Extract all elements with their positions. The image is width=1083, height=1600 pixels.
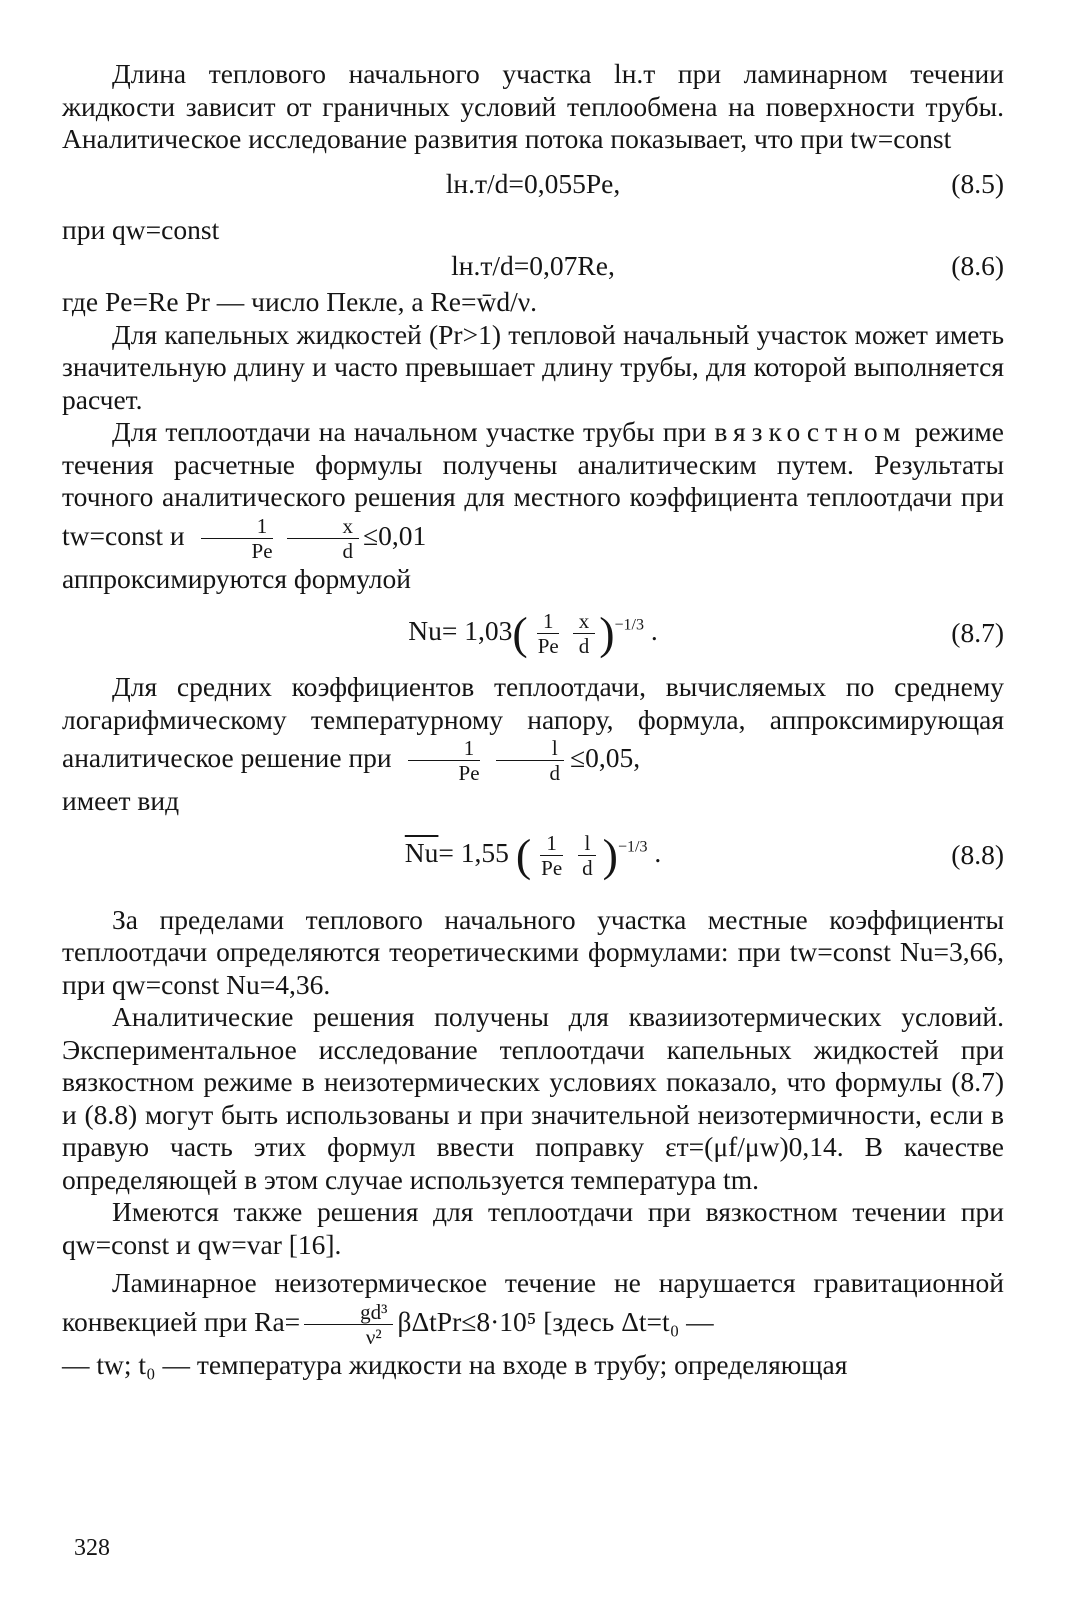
- equation-body: lн.т/d=0,07Re,: [451, 249, 615, 281]
- fraction-one-over-pe: [403, 736, 486, 785]
- text-run: βΔtPr≤8·10⁵ [здесь Δt=t₀ —: [397, 1305, 714, 1337]
- equation-lhs-overlined: $\overline{Nu}$: [404, 836, 439, 868]
- paragraph-approximated-by: аппроксимируются формулой: [62, 562, 411, 594]
- equation-8-5: [62, 156, 1004, 214]
- equation-number: (8.7): [951, 616, 1004, 648]
- paragraph-average-coefficients: [62, 671, 1004, 785]
- paragraph-qw-const: при qw=const: [62, 213, 220, 245]
- equation-8-8: [62, 818, 1004, 894]
- paragraph-peclet-definition: где Pe=Re Pr — число Пекле, а Re=w̄d/ν.: [62, 286, 538, 317]
- text-run: Для средних коэффициентов теплоотдачи, вычисляемых по среднему логарифмическому температурному напору, формула, аппроксимирующая аналитическое решение при: [62, 671, 1004, 773]
- denominator: Pe: [541, 856, 563, 880]
- numerator: 1: [408, 736, 481, 761]
- equation-8-6: [62, 246, 1004, 286]
- fraction-x-over-d: [573, 609, 596, 658]
- fraction-one-over-pe: [535, 831, 568, 880]
- denominator: Pe: [537, 633, 559, 658]
- equation-8-7: [62, 595, 1004, 671]
- denominator: d: [582, 856, 593, 880]
- equation-body: lн.т/d=0,055Pe,: [445, 168, 621, 200]
- denominator: ν²: [365, 1324, 382, 1349]
- equation-number: (8.8): [951, 839, 1004, 871]
- paragraph-continuation: — tw; t₀ — температура жидкости на входе в трубу; определяющая: [62, 1348, 848, 1380]
- denominator: Pe: [251, 538, 273, 563]
- left-paren: (: [512, 607, 528, 658]
- paragraph-beyond-entry-region: За пределами теплового начального участка местные коэффициенты теплоотдачи определяются теоретическими формулами: при tw=const Nu=3,66, при qw=const Nu=4,36.: [62, 903, 1004, 1000]
- text-run: Для теплоотдачи на начальном участке трубы при: [112, 416, 715, 447]
- numerator: x: [573, 609, 596, 634]
- condition: ≤0,05,: [570, 741, 641, 773]
- numerator: x: [287, 514, 360, 539]
- text-run: Ламинарное неизотермическое течение не нарушается гравитационной конвекцией при Ra=: [62, 1267, 1004, 1337]
- equation-lhs: Nu= 1,03: [408, 614, 513, 646]
- text-run: режиме течения расчетные формулы получены аналитическим путем. Результаты точного аналитического решения для местного коэффициента теплоотдачи при tw=const и: [62, 416, 1004, 551]
- equation-lhs: = 1,55: [438, 836, 509, 868]
- numerator: 1: [540, 831, 563, 856]
- page-number: 328: [74, 1535, 110, 1561]
- denominator: Pe: [458, 761, 480, 785]
- paragraph-gravitational-convection: [62, 1267, 1004, 1349]
- equation-number: (8.6): [951, 249, 1004, 281]
- equation-body: $\overline{Nu}= 1,55$ ( $\frac{1}{Pe}$ $\frac{l}{d}$ )$^{-1/3}$ .: [404, 829, 662, 881]
- paragraph-quasi-isothermal: Аналитические решения получены для квазиизотермических условий. Экспериментальное исследование теплоотдачи капельных жидкостей при вязкостном режиме в неизотермических условиях показало, что формулы (8.7) и (8.8) могут быть использованы и при значительной неизотермичности, если в правую часть этих формул ввести поправку εт=(μf/μw)0,14. В качестве определяющей в этом случае используется температура tm.: [62, 1001, 1004, 1195]
- numerator: 1: [201, 514, 274, 539]
- fraction-l-over-d: [576, 831, 599, 880]
- numerator: 1: [537, 609, 560, 634]
- spaced-emphasis: вязкостном: [714, 416, 907, 447]
- numerator: gd³: [304, 1300, 393, 1325]
- paragraph-other-solutions: Имеются также решения для теплоотдачи при вязкостном течении при qw=const и qw=var [16].: [62, 1196, 1004, 1260]
- denominator: d: [578, 633, 590, 658]
- fraction-x-over-d: [287, 514, 360, 563]
- page-text: [62, 58, 1004, 1381]
- numerator: l: [496, 736, 564, 761]
- denominator: d: [549, 761, 561, 785]
- fraction-l-over-d: [494, 736, 567, 785]
- equation-number: (8.5): [951, 168, 1004, 200]
- condition: ≤0,01: [363, 519, 427, 551]
- fraction-one-over-pe: [196, 514, 279, 563]
- left-paren: (: [515, 829, 532, 881]
- fraction-gd3-over-nu2: [304, 1300, 393, 1349]
- paragraph-thermal-entry-length: Длина теплового начального участка lн.т при ламинарном течении жидкости зависит от граничных условий теплообмена на поверхности трубы. Аналитическое исследование развития потока показывает, что при tw=const: [62, 58, 1004, 154]
- exponent: −1/3: [617, 838, 648, 856]
- paragraph-has-form: имеет вид: [62, 785, 180, 816]
- exponent: −1/3: [614, 616, 644, 634]
- right-paren: ): [602, 829, 618, 881]
- numerator: l: [578, 831, 596, 856]
- fraction-one-over-pe: [532, 609, 565, 658]
- paragraph-dropping-liquids: Для капельных жидкостей (Pr>1) тепловой начальный участок может иметь значительную длину и часто превышает длину трубы, для которой выполняется расчет.: [62, 318, 1004, 415]
- right-paren: ): [599, 607, 615, 658]
- paragraph-viscous-regime: [62, 416, 1004, 563]
- equation-body: Nu= 1,03( $\frac{1}{Pe}$ $\frac{x}{d}$ )$^{-1/3}$ .: [408, 607, 658, 658]
- denominator: d: [342, 538, 354, 563]
